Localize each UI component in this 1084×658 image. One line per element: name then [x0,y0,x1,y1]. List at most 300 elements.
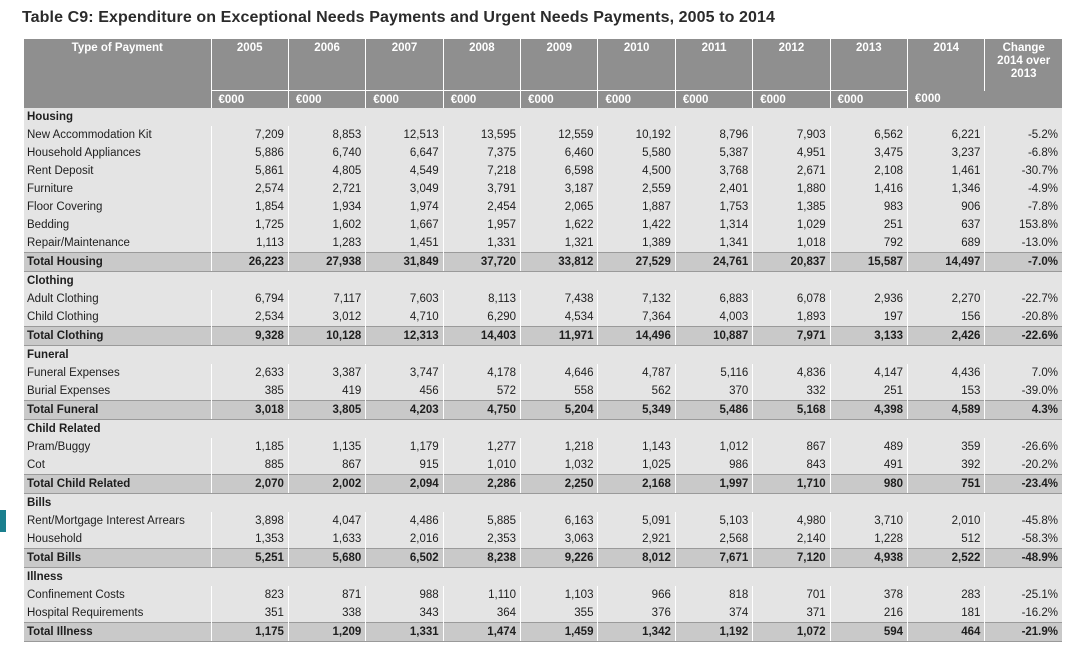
change-cell: -39.0% [985,382,1062,401]
value-cell: 1,974 [366,198,443,216]
value-cell: 637 [908,216,985,234]
value-cell: 456 [366,382,443,401]
table-row [24,234,1062,253]
table-row [24,364,1062,382]
total-value-cell: 10,128 [288,327,365,346]
total-value-cell: 9,226 [521,549,598,568]
value-cell: 6,290 [443,308,520,327]
value-cell: 3,898 [211,512,288,530]
value-cell: 1,018 [753,234,830,253]
total-row [24,253,1062,272]
value-cell: 1,012 [675,438,752,456]
value-cell: 8,113 [443,290,520,308]
value-cell: 359 [908,438,985,456]
change-cell: -20.2% [985,456,1062,475]
value-cell: 251 [830,382,907,401]
change-cell: -45.8% [985,512,1062,530]
header-unit: €000 [211,91,288,109]
total-value-cell: 594 [830,623,907,642]
row-label: Funeral Expenses [24,364,211,382]
value-cell: 332 [753,382,830,401]
total-value-cell: 6,502 [366,549,443,568]
value-cell: 374 [675,604,752,623]
value-cell: 885 [211,456,288,475]
header-year: 2014 [908,39,985,91]
change-cell: 7.0% [985,364,1062,382]
value-cell: 2,574 [211,180,288,198]
total-value-cell: 4,203 [366,401,443,420]
value-cell: 966 [598,586,675,604]
value-cell: 1,277 [443,438,520,456]
value-cell: 13,595 [443,126,520,144]
value-cell: 4,486 [366,512,443,530]
value-cell: 2,559 [598,180,675,198]
value-cell: 1,854 [211,198,288,216]
header-year: 2005 [211,39,288,91]
value-cell: 7,438 [521,290,598,308]
value-cell: 1,633 [288,530,365,549]
value-cell: 3,387 [288,364,365,382]
value-cell: 12,513 [366,126,443,144]
value-cell: 251 [830,216,907,234]
total-label: Total Bills [24,549,211,568]
table-title: Table C9: Expenditure on Exceptional Needs Payments and Urgent Needs Payments, 2005 to 2014 [22,9,776,26]
value-cell: 1,893 [753,308,830,327]
value-cell: 2,568 [675,530,752,549]
total-value-cell: 1,072 [753,623,830,642]
value-cell: 1,667 [366,216,443,234]
value-cell: 1,185 [211,438,288,456]
value-cell: 1,934 [288,198,365,216]
value-cell: 5,885 [443,512,520,530]
value-cell: 392 [908,456,985,475]
change-cell: -13.0% [985,234,1062,253]
row-label: New Accommodation Kit [24,126,211,144]
header-unit: €000 [288,91,365,109]
value-cell: 1,422 [598,216,675,234]
header-unit: €000 [830,91,907,109]
value-cell: 1,321 [521,234,598,253]
total-value-cell: 14,496 [598,327,675,346]
value-cell: 1,725 [211,216,288,234]
value-cell: 1,010 [443,456,520,475]
total-value-cell: 1,459 [521,623,598,642]
value-cell: 4,836 [753,364,830,382]
total-value-cell: 5,680 [288,549,365,568]
value-cell: 572 [443,382,520,401]
units-blank-cell [24,91,211,109]
total-value-cell: 27,938 [288,253,365,272]
table-row [24,162,1062,180]
table-row [24,530,1062,549]
value-cell: 1,218 [521,438,598,456]
total-change-cell: -21.9% [985,623,1062,642]
row-label: Child Clothing [24,308,211,327]
row-label: Cot [24,456,211,475]
total-label: Total Child Related [24,475,211,494]
total-value-cell: 7,671 [675,549,752,568]
value-cell: 5,387 [675,144,752,162]
total-value-cell: 4,938 [830,549,907,568]
value-cell: 2,454 [443,198,520,216]
row-label: Adult Clothing [24,290,211,308]
value-cell: 3,768 [675,162,752,180]
value-cell: 1,032 [521,456,598,475]
total-value-cell: 4,589 [908,401,985,420]
value-cell: 1,602 [288,216,365,234]
value-cell: 1,887 [598,198,675,216]
value-cell: 491 [830,456,907,475]
header-year: 2008 [443,39,520,91]
value-cell: 6,647 [366,144,443,162]
row-label: Floor Covering [24,198,211,216]
value-cell: 558 [521,382,598,401]
section-title: Illness [24,568,1062,587]
row-label: Rent/Mortgage Interest Arrears [24,512,211,530]
value-cell: 5,580 [598,144,675,162]
value-cell: 1,029 [753,216,830,234]
value-cell: 1,179 [366,438,443,456]
value-cell: 8,853 [288,126,365,144]
total-value-cell: 8,012 [598,549,675,568]
value-cell: 2,140 [753,530,830,549]
total-value-cell: 2,426 [908,327,985,346]
value-cell: 2,065 [521,198,598,216]
value-cell: 6,163 [521,512,598,530]
total-value-cell: 2,286 [443,475,520,494]
value-cell: 6,740 [288,144,365,162]
total-value-cell: 14,497 [908,253,985,272]
value-cell: 867 [288,456,365,475]
value-cell: 364 [443,604,520,623]
value-cell: 1,957 [443,216,520,234]
value-cell: 1,110 [443,586,520,604]
value-cell: 6,078 [753,290,830,308]
row-label: Rent Deposit [24,162,211,180]
value-cell: 843 [753,456,830,475]
total-value-cell: 5,204 [521,401,598,420]
value-cell: 2,936 [830,290,907,308]
value-cell: 1,880 [753,180,830,198]
value-cell: 701 [753,586,830,604]
section-header-row [24,494,1062,513]
section-header-row [24,108,1062,126]
total-value-cell: 3,018 [211,401,288,420]
value-cell: 7,117 [288,290,365,308]
table-row [24,586,1062,604]
value-cell: 1,143 [598,438,675,456]
value-cell: 5,886 [211,144,288,162]
value-cell: 2,353 [443,530,520,549]
value-cell: 6,562 [830,126,907,144]
table-row [24,290,1062,308]
value-cell: 4,787 [598,364,675,382]
total-value-cell: 980 [830,475,907,494]
value-cell: 1,103 [521,586,598,604]
table-row [24,456,1062,475]
total-value-cell: 12,313 [366,327,443,346]
change-cell: -30.7% [985,162,1062,180]
value-cell: 1,622 [521,216,598,234]
value-cell: 906 [908,198,985,216]
value-cell: 823 [211,586,288,604]
value-cell: 351 [211,604,288,623]
value-cell: 355 [521,604,598,623]
total-value-cell: 3,805 [288,401,365,420]
header-unit: €000 [753,91,830,109]
expenditure-table [24,39,1062,642]
table-row [24,512,1062,530]
value-cell: 4,178 [443,364,520,382]
total-value-cell: 464 [908,623,985,642]
change-cell: -58.3% [985,530,1062,549]
value-cell: 871 [288,586,365,604]
change-cell: -5.2% [985,126,1062,144]
total-value-cell: 1,331 [366,623,443,642]
total-value-cell: 2,168 [598,475,675,494]
total-value-cell: 1,710 [753,475,830,494]
total-value-cell: 27,529 [598,253,675,272]
table-row [24,216,1062,234]
total-value-cell: 2,250 [521,475,598,494]
total-label: Total Funeral [24,401,211,420]
value-cell: 216 [830,604,907,623]
value-cell: 689 [908,234,985,253]
total-value-cell: 751 [908,475,985,494]
value-cell: 3,747 [366,364,443,382]
value-cell: 6,221 [908,126,985,144]
change-cell: -16.2% [985,604,1062,623]
value-cell: 12,559 [521,126,598,144]
total-value-cell: 5,486 [675,401,752,420]
total-value-cell: 9,328 [211,327,288,346]
value-cell: 4,805 [288,162,365,180]
value-cell: 3,791 [443,180,520,198]
total-value-cell: 4,750 [443,401,520,420]
row-label: Household Appliances [24,144,211,162]
value-cell: 1,314 [675,216,752,234]
total-change-cell: -48.9% [985,549,1062,568]
value-cell: 3,475 [830,144,907,162]
row-label: Household [24,530,211,549]
section-title: Bills [24,494,1062,513]
total-value-cell: 33,812 [521,253,598,272]
total-value-cell: 1,209 [288,623,365,642]
table-row [24,308,1062,327]
value-cell: 4,646 [521,364,598,382]
table-row [24,180,1062,198]
header-year: 2011 [675,39,752,91]
header-change: Change 2014 over 2013 [985,39,1062,108]
total-value-cell: 8,238 [443,549,520,568]
value-cell: 8,796 [675,126,752,144]
total-value-cell: 14,403 [443,327,520,346]
value-cell: 4,047 [288,512,365,530]
value-cell: 1,341 [675,234,752,253]
value-cell: 4,549 [366,162,443,180]
total-value-cell: 7,120 [753,549,830,568]
value-cell: 2,633 [211,364,288,382]
change-cell: -22.7% [985,290,1062,308]
section-header-row [24,272,1062,291]
table-header [24,39,1062,108]
header-unit: €000 [598,91,675,109]
change-cell: -6.8% [985,144,1062,162]
total-value-cell: 2,002 [288,475,365,494]
value-cell: 2,016 [366,530,443,549]
change-cell: -25.1% [985,586,1062,604]
value-cell: 2,721 [288,180,365,198]
value-cell: 2,270 [908,290,985,308]
section-title: Child Related [24,420,1062,439]
header-unit: €000 [908,91,985,109]
total-value-cell: 5,349 [598,401,675,420]
total-change-cell: -7.0% [985,253,1062,272]
value-cell: 6,883 [675,290,752,308]
value-cell: 156 [908,308,985,327]
value-cell: 1,353 [211,530,288,549]
header-unit: €000 [443,91,520,109]
value-cell: 1,753 [675,198,752,216]
value-cell: 7,132 [598,290,675,308]
total-value-cell: 1,192 [675,623,752,642]
row-label: Hospital Requirements [24,604,211,623]
value-cell: 10,192 [598,126,675,144]
value-cell: 986 [675,456,752,475]
change-cell: 153.8% [985,216,1062,234]
total-value-cell: 1,997 [675,475,752,494]
value-cell: 7,603 [366,290,443,308]
table-row [24,382,1062,401]
total-row [24,623,1062,642]
total-row [24,327,1062,346]
value-cell: 1,135 [288,438,365,456]
value-cell: 338 [288,604,365,623]
table-body [24,108,1062,642]
change-cell: -4.9% [985,180,1062,198]
value-cell: 562 [598,382,675,401]
row-label: Burial Expenses [24,382,211,401]
value-cell: 197 [830,308,907,327]
value-cell: 6,598 [521,162,598,180]
value-cell: 2,921 [598,530,675,549]
header-year: 2007 [366,39,443,91]
value-cell: 7,218 [443,162,520,180]
total-row [24,549,1062,568]
value-cell: 4,534 [521,308,598,327]
total-value-cell: 2,522 [908,549,985,568]
value-cell: 818 [675,586,752,604]
value-cell: 4,147 [830,364,907,382]
total-value-cell: 20,837 [753,253,830,272]
side-marker [0,510,6,532]
section-header-row [24,346,1062,365]
header-unit: €000 [521,91,598,109]
value-cell: 512 [908,530,985,549]
value-cell: 7,375 [443,144,520,162]
value-cell: 343 [366,604,443,623]
section-title: Clothing [24,272,1062,291]
value-cell: 3,012 [288,308,365,327]
total-value-cell: 5,168 [753,401,830,420]
header-year: 2010 [598,39,675,91]
value-cell: 4,003 [675,308,752,327]
value-cell: 3,187 [521,180,598,198]
section-title: Housing [24,108,1062,126]
value-cell: 5,091 [598,512,675,530]
value-cell: 6,794 [211,290,288,308]
value-cell: 1,113 [211,234,288,253]
value-cell: 983 [830,198,907,216]
value-cell: 915 [366,456,443,475]
total-value-cell: 5,251 [211,549,288,568]
value-cell: 3,063 [521,530,598,549]
value-cell: 5,103 [675,512,752,530]
total-value-cell: 37,720 [443,253,520,272]
total-label: Total Illness [24,623,211,642]
row-label: Confinement Costs [24,586,211,604]
header-unit: €000 [366,91,443,109]
value-cell: 7,209 [211,126,288,144]
total-value-cell: 4,398 [830,401,907,420]
table-row [24,126,1062,144]
total-change-cell: 4.3% [985,401,1062,420]
table-row [24,604,1062,623]
section-header-row [24,568,1062,587]
value-cell: 7,903 [753,126,830,144]
value-cell: 1,331 [443,234,520,253]
value-cell: 1,283 [288,234,365,253]
value-cell: 378 [830,586,907,604]
value-cell: 3,049 [366,180,443,198]
value-cell: 867 [753,438,830,456]
value-cell: 1,228 [830,530,907,549]
value-cell: 4,980 [753,512,830,530]
value-cell: 3,710 [830,512,907,530]
value-cell: 2,534 [211,308,288,327]
value-cell: 792 [830,234,907,253]
value-cell: 988 [366,586,443,604]
value-cell: 181 [908,604,985,623]
total-value-cell: 1,342 [598,623,675,642]
value-cell: 1,346 [908,180,985,198]
value-cell: 4,436 [908,364,985,382]
value-cell: 5,861 [211,162,288,180]
total-value-cell: 31,849 [366,253,443,272]
total-change-cell: -23.4% [985,475,1062,494]
change-cell: -26.6% [985,438,1062,456]
value-cell: 370 [675,382,752,401]
section-title: Funeral [24,346,1062,365]
total-row [24,475,1062,494]
total-value-cell: 11,971 [521,327,598,346]
value-cell: 153 [908,382,985,401]
row-label: Bedding [24,216,211,234]
table-row [24,144,1062,162]
total-value-cell: 7,971 [753,327,830,346]
header-unit: €000 [675,91,752,109]
value-cell: 7,364 [598,308,675,327]
total-label: Total Housing [24,253,211,272]
value-cell: 2,671 [753,162,830,180]
row-label: Repair/Maintenance [24,234,211,253]
row-label: Pram/Buggy [24,438,211,456]
total-label: Total Clothing [24,327,211,346]
header-year: 2009 [521,39,598,91]
total-value-cell: 1,175 [211,623,288,642]
value-cell: 2,010 [908,512,985,530]
value-cell: 4,500 [598,162,675,180]
